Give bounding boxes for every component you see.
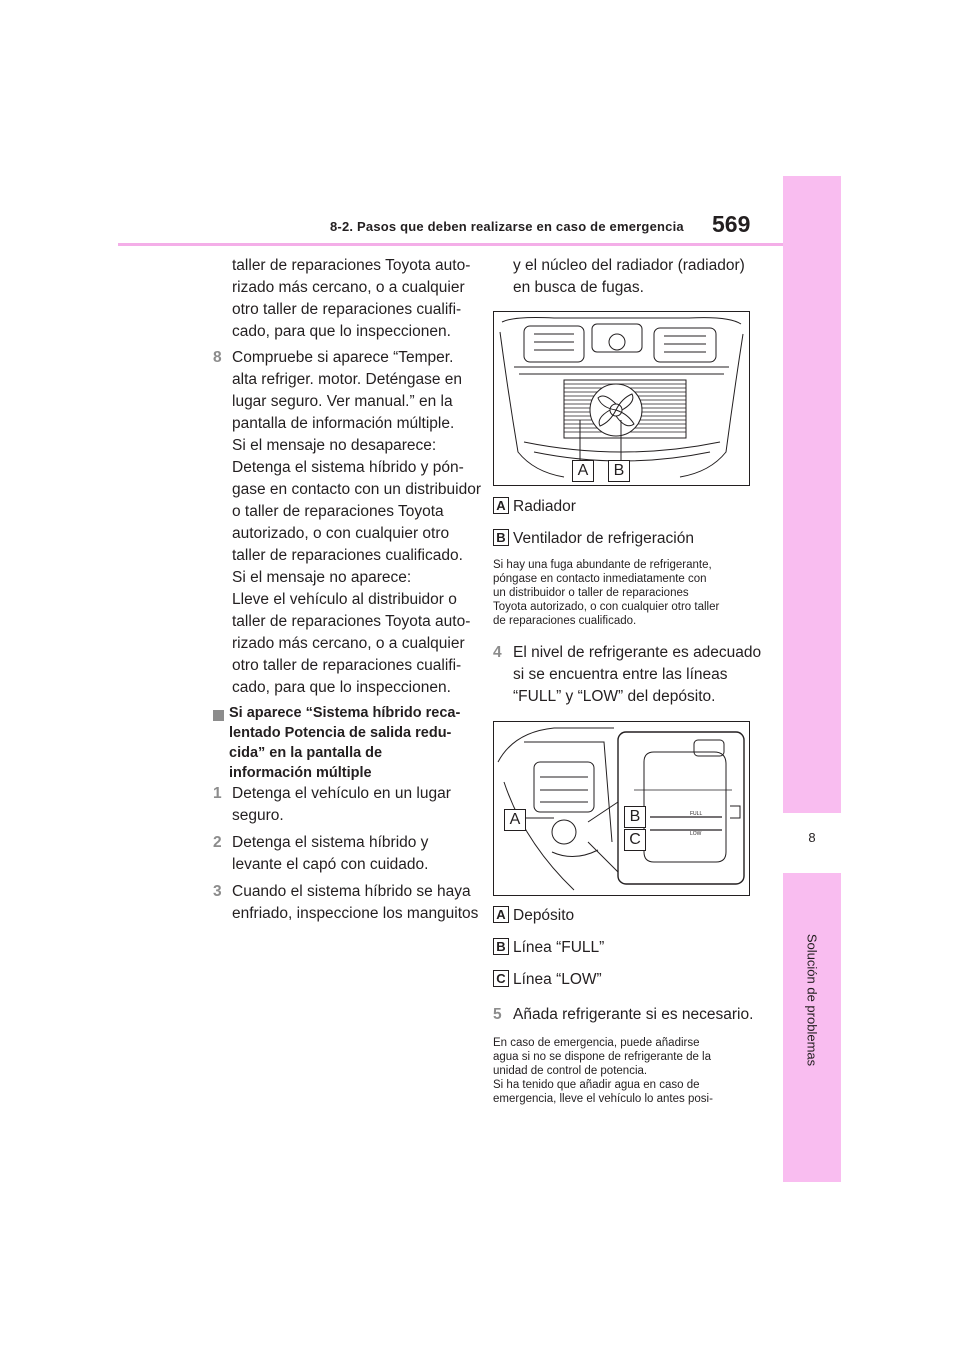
text-line: enfriado, inspeccione los manguitos <box>232 905 479 922</box>
step-number: 2 <box>213 834 222 851</box>
subheading-line: información múltiple <box>229 765 372 781</box>
text-line: Compruebe si aparece “Temper. <box>232 349 454 366</box>
text-line: Detenga el sistema híbrido y pón- <box>232 459 464 476</box>
text-line: cado, para que lo inspeccionen. <box>232 679 451 696</box>
callout-label: B <box>608 460 630 482</box>
text-line: Si el mensaje no desaparece: <box>232 437 437 454</box>
text-line: El nivel de refrigerante es adecuado <box>513 644 762 661</box>
legend-text: Ventilador de refrigeración <box>513 530 694 547</box>
note-line: un distribuidor o taller de reparaciones <box>493 587 689 599</box>
note-line: emergencia, lleve el vehículo lo antes posi- <box>493 1093 713 1105</box>
callout-label: A <box>572 460 594 482</box>
step-number: 5 <box>493 1006 502 1023</box>
legend-letter: C <box>493 970 509 987</box>
page-number: 569 <box>712 211 751 237</box>
note-line: Si hay una fuga abundante de refrigerante, <box>493 559 712 571</box>
step-number: 8 <box>213 349 222 366</box>
note-line: Si ha tenido que añadir agua en caso de <box>493 1079 700 1091</box>
text-line: otro taller de reparaciones cualifi- <box>232 301 462 318</box>
legend-text: Radiador <box>513 498 576 515</box>
legend-letter: B <box>493 529 509 546</box>
chapter-number: 8 <box>808 830 816 845</box>
text-line: rizado más cercano, o a cualquier <box>232 279 465 296</box>
text-line: Lleve el vehículo al distribuidor o <box>232 591 457 608</box>
section-title: 8-2. Pasos que deben realizarse en caso de emergencia <box>330 219 684 234</box>
text-line: seguro. <box>232 807 284 824</box>
text-line: Detenga el sistema híbrido y <box>232 834 429 851</box>
text-line: “FULL” y “LOW” del depósito. <box>513 688 716 705</box>
text-line: Cuando el sistema híbrido se haya <box>232 883 471 900</box>
text-line: o taller de reparaciones Toyota <box>232 503 444 520</box>
text-line: si se encuentra entre las líneas <box>513 666 728 683</box>
legend-letter: A <box>493 906 509 923</box>
reservoir-drawing <box>494 722 749 895</box>
note-line: agua si no se dispone de refrigerante de la <box>493 1051 712 1063</box>
tank-low-label: LOW <box>690 831 702 837</box>
step-number: 1 <box>213 785 222 802</box>
callout-label: A <box>504 809 526 831</box>
note-line: póngase en contacto inmediatamente con <box>493 573 707 585</box>
callout-label: B <box>624 806 646 828</box>
text-line: en busca de fugas. <box>513 279 644 296</box>
text-line: rizado más cercano, o a cualquier <box>232 635 465 652</box>
text-line: autorizado, o con cualquier otro <box>232 525 450 542</box>
subheading-line: Si aparece “Sistema híbrido reca- <box>229 705 461 721</box>
step-number: 3 <box>213 883 222 900</box>
step-number: 4 <box>493 644 502 661</box>
tank-full-label: FULL <box>690 811 703 817</box>
text-line: taller de reparaciones Toyota auto- <box>232 613 471 630</box>
note-line: En caso de emergencia, puede añadirse <box>493 1037 700 1049</box>
note-line: Toyota autorizado, o con cualquier otro taller <box>493 601 720 613</box>
subheading-line: lentado Potencia de salida redu- <box>229 725 452 741</box>
text-line: y el núcleo del radiador (radiador) <box>513 257 745 274</box>
text-line: pantalla de información múltiple. <box>232 415 455 432</box>
callout-label: C <box>624 829 646 851</box>
header-rule <box>118 243 783 246</box>
text-line: taller de reparaciones cualificado. <box>232 547 463 564</box>
text-line: Si el mensaje no aparece: <box>232 569 412 586</box>
reservoir-illustration <box>493 721 750 896</box>
legend-text: Línea “FULL” <box>513 939 605 956</box>
text-line: lugar seguro. Ver manual.” en la <box>232 393 453 410</box>
text-line: gase en contacto con un distribuidor <box>232 481 482 498</box>
legend-text: Línea “LOW” <box>513 971 602 988</box>
radiator-illustration <box>493 311 750 486</box>
legend-letter: B <box>493 938 509 955</box>
legend-text: Depósito <box>513 907 575 924</box>
text-line: cado, para que lo inspeccionen. <box>232 323 451 340</box>
legend-letter: A <box>493 497 509 514</box>
note-line: unidad de control de potencia. <box>493 1065 648 1077</box>
text-line: levante el capó con cuidado. <box>232 856 429 873</box>
text-line: taller de reparaciones Toyota auto- <box>232 257 471 274</box>
note-line: de reparaciones cualificado. <box>493 615 637 627</box>
text-line: Detenga el vehículo en un lugar <box>232 785 451 802</box>
text-line: alta refriger. motor. Deténgase en <box>232 371 463 388</box>
text-line: otro taller de reparaciones cualifi- <box>232 657 462 674</box>
section-square-icon <box>213 710 224 721</box>
text-line: Añada refrigerante si es necesario. <box>513 1006 754 1023</box>
subheading-line: cida” en la pantalla de <box>229 745 383 761</box>
chapter-label: Solución de problemas <box>804 933 820 1067</box>
